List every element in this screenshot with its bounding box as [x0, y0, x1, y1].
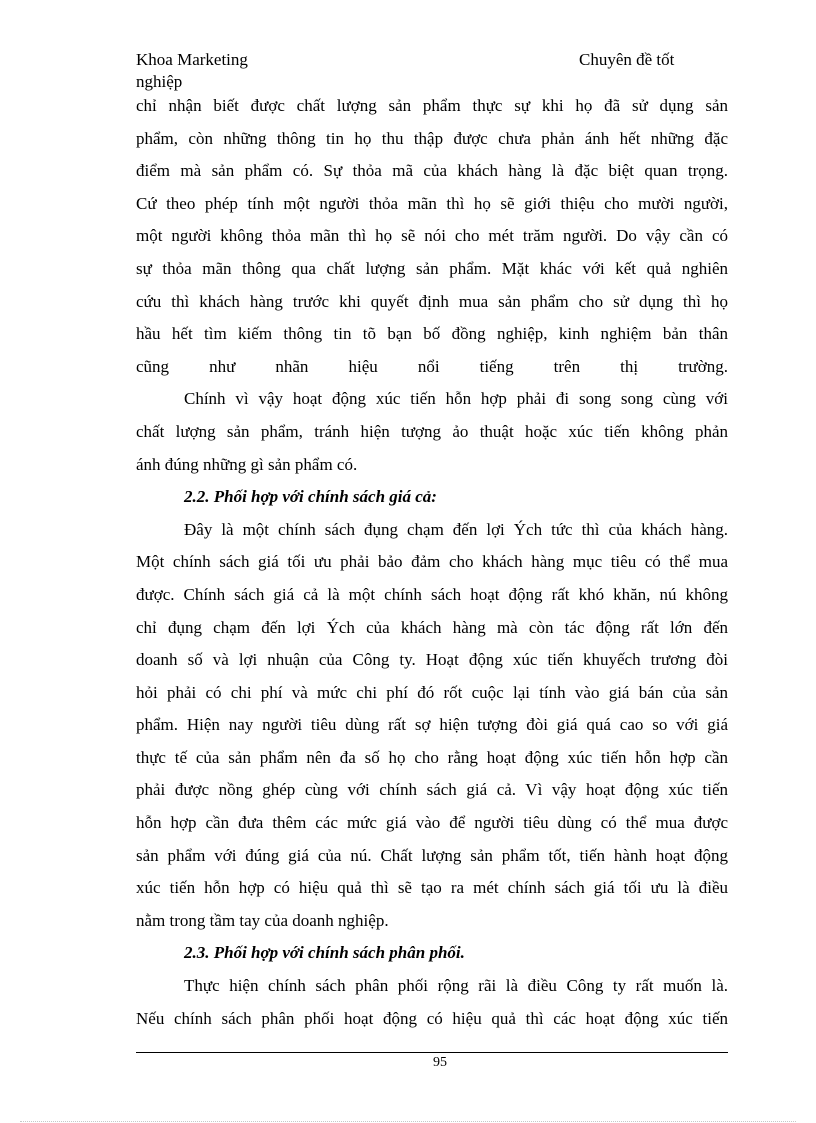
body-line: cũng như nhãn hiệu nổi tiếng trên thị trường. [136, 356, 728, 376]
body-line: phải được nồng ghép cùng với chính sách giá cả. Vì vậy hoạt động xúc tiến [136, 780, 728, 800]
body-line: chỉ đụng chạm đến lợi Ých của khách hàng mà còn tác động rất lớn đến [136, 617, 728, 637]
section-heading-2-2: 2.2. Phối hợp với chính sách giá cả: [184, 487, 437, 507]
body-line: Chính vì vậy hoạt động xúc tiến hỗn hợp phải đi song song cùng với [184, 389, 728, 409]
page-number: 95 [433, 1055, 447, 1070]
body-line: doanh số và lợi nhuận của Công ty. Hoạt động xúc tiến khuyếch trương đòi [136, 650, 728, 670]
page-edge [20, 1121, 796, 1122]
body-line: xúc tiến hỗn hợp có hiệu quả thì sẽ tạo ra mét chính sách giá tối ưu là điều [136, 878, 728, 898]
body-line: điểm mà sản phẩm có. Sự thỏa mã của khách hàng là đặc biệt quan trọng. [136, 161, 728, 181]
body-line: hỗn hợp cần đưa thêm các mức giá vào để người tiêu dùng có thể mua được [136, 813, 728, 833]
body-line: cứu thì khách hàng trước khi quyết định mua sản phẩm cho sử dụng thì họ [136, 291, 728, 311]
body-line: Một chính sách giá tối ưu phải bảo đảm cho khách hàng mục tiêu có thể mua [136, 552, 728, 572]
body-line: hầu hết tìm kiếm thông tin tõ bạn bố đồng nghiệp, kinh nghiệm bản thân [136, 324, 728, 344]
section-heading-2-3: 2.3. Phối hợp với chính sách phân phối. [184, 943, 465, 963]
body-line: phẩm, còn những thông tin họ thu thập được chưa phản ánh hết những đặc [136, 128, 728, 148]
body-line: hỏi phải có chi phí và mức chi phí đó rốt cuộc lại tính vào giá bán của sản [136, 682, 728, 702]
header-department: Khoa Marketing [136, 50, 248, 69]
body-line: Thực hiện chính sách phân phối rộng rãi là điều Công ty rất muốn là. [184, 976, 728, 996]
body-line: nằm trong tầm tay của doanh nghiệp. [136, 910, 389, 930]
body-line: chất lượng sản phẩm, tránh hiện tượng ảo thuật hoặc xúc tiến không phản [136, 421, 728, 441]
body-line: ánh đúng những gì sản phẩm có. [136, 454, 358, 474]
body-line: sự thỏa mãn thông qua chất lượng sản phẩm. Mặt khác với kết quả nghiên [136, 258, 728, 278]
body-line: được. Chính sách giá cả là một chính sách hoạt động rất khó khăn, nú không [136, 584, 728, 604]
header-title: Chuyên đề tốt [579, 50, 675, 69]
body-line: Đây là một chính sách đụng chạm đến lợi Ých tức thì của khách hàng. [184, 519, 728, 539]
document-body [136, 90, 728, 1035]
header-title-continuation: nghiệp [136, 72, 183, 91]
body-line: sản phẩm với đúng giá của nú. Chất lượng sản phẩm tốt, tiến hành hoạt động [136, 845, 728, 865]
body-line: Nếu chính sách phân phối hoạt động có hiệu quả thì các hoạt động xúc tiến [136, 1008, 728, 1028]
body-line: thực tế của sản phẩm nên đa số họ cho rằng hoạt động xúc tiến hỗn hợp cần [136, 747, 728, 767]
body-line: một người không thỏa mãn thì họ sẽ nói cho mét trăm người. Do vậy cần có [136, 226, 728, 246]
body-line: phẩm. Hiện nay người tiêu dùng rất sợ hiện tượng đòi giá quá cao so với giá [136, 715, 728, 735]
body-line: chỉ nhận biết được chất lượng sản phẩm thực sự khi họ đã sử dụng sản [136, 96, 728, 115]
body-line: Cứ theo phép tính một người thỏa mãn thì họ sẽ giới thiệu cho mười người, [136, 193, 728, 213]
footer-rule [136, 1052, 728, 1053]
